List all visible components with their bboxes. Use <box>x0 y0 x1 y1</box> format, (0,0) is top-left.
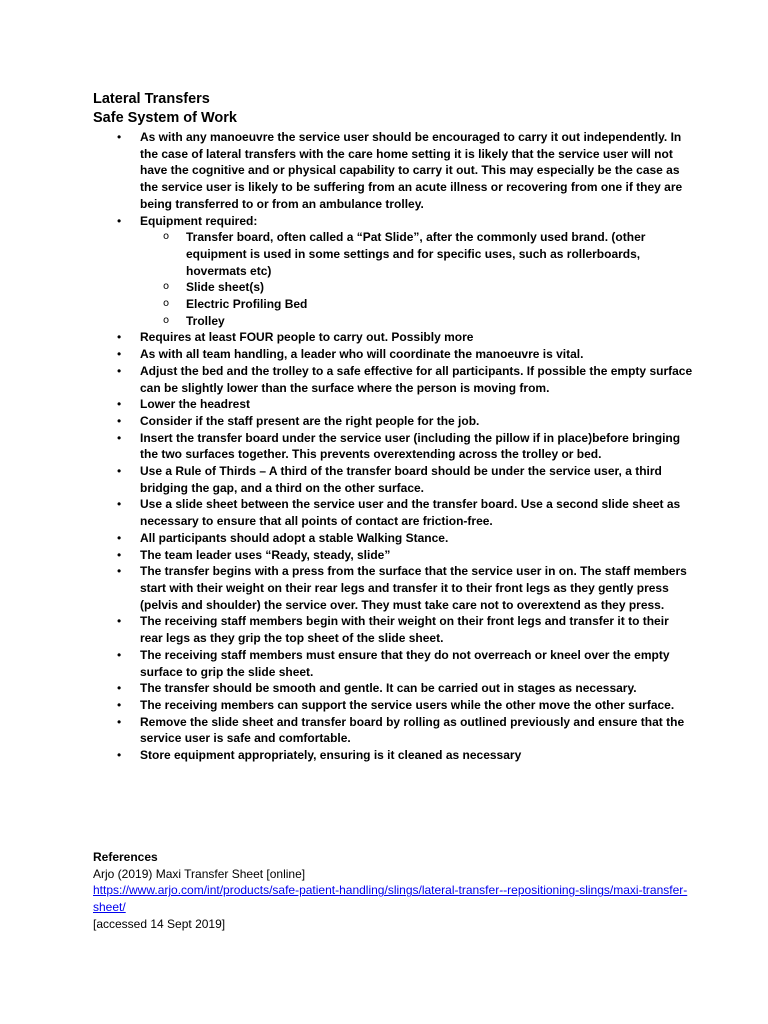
list-item <box>93 329 693 346</box>
list-item <box>93 697 693 714</box>
list-item <box>93 396 693 413</box>
sub-list-item-text: Trolley <box>186 313 225 328</box>
list-item-text: Insert the transfer board under the service user (including the pillow if in place)before bringing the two surfaces together. This prevents overextending across the trolley or bed. <box>140 430 681 462</box>
list-item-text: The receiving staff members begin with their weight on their front legs and transfer it to their rear legs as they grip the top sheet of the slide sheet. <box>140 614 669 646</box>
bullet-icon: • <box>117 681 122 696</box>
list-item-text: The team leader uses “Ready, steady, slide” <box>140 547 391 562</box>
circle-bullet-icon: o <box>163 298 170 310</box>
list-item-text: Adjust the bed and the trolley to a safe effective for all participants. If possible the empty surface can be slightly lower than the surface where the person is moving from. <box>140 363 693 395</box>
reference-accessed-date: [accessed 14 Sept 2019] <box>93 916 226 931</box>
sub-list-item-text: Electric Profiling Bed <box>186 297 308 312</box>
document-title: Lateral Transfers <box>93 91 210 107</box>
list-item <box>93 563 693 613</box>
reference-citation: Arjo (2019) Maxi Transfer Sheet [online] <box>93 866 306 881</box>
circle-bullet-icon: o <box>163 281 170 293</box>
bullet-icon: • <box>117 697 122 712</box>
bullet-icon: • <box>117 363 122 378</box>
list-item <box>93 129 693 213</box>
bullet-icon: • <box>117 647 122 662</box>
list-item <box>93 413 693 430</box>
list-item <box>93 496 693 529</box>
list-item <box>93 530 693 547</box>
list-item <box>93 346 693 363</box>
list-item-text: The receiving members can support the service users while the other move the other surface. <box>140 697 675 712</box>
bullet-icon: • <box>117 347 122 362</box>
bullet-icon: • <box>117 547 122 562</box>
bullet-icon: • <box>117 130 122 144</box>
list-item <box>93 747 693 764</box>
list-item-text: Lower the headrest <box>140 397 251 412</box>
bullet-icon: • <box>117 464 122 479</box>
reference-link[interactable]: https://www.arjo.com/int/products/safe-patient-handling/slings/lateral-transfer--repositioning-slings/maxi-transfer-sheet/ <box>93 883 688 915</box>
list-item <box>93 430 693 463</box>
references-section <box>93 849 693 933</box>
list-item-text: The receiving staff members must ensure that they do not overreach or kneel over the empty surface to grip the slide sheet. <box>140 647 670 679</box>
bullet-icon: • <box>117 530 122 545</box>
list-item <box>93 714 693 747</box>
bullet-icon: • <box>117 397 122 412</box>
list-item-text: Requires at least FOUR people to carry out. Possibly more <box>140 330 474 345</box>
procedure-list <box>93 129 693 764</box>
sub-list-item <box>140 279 693 296</box>
document-subtitle: Safe System of Work <box>93 110 237 126</box>
sub-list-item-text: Slide sheet(s) <box>186 280 265 295</box>
bullet-icon: • <box>117 564 122 579</box>
list-item-text: Consider if the staff present are the right people for the job. <box>140 413 480 428</box>
list-item <box>93 680 693 697</box>
list-item <box>93 647 693 680</box>
bullet-icon: • <box>117 614 122 629</box>
list-item <box>93 547 693 564</box>
list-item <box>93 363 693 396</box>
list-item-text: Use a slide sheet between the service user and the transfer board. Use a second slide sheet as necessary to ensure that all points of contact are friction-free. <box>140 497 681 529</box>
bullet-icon: • <box>117 430 122 445</box>
sub-list-item <box>140 313 693 330</box>
bullet-icon: • <box>117 330 122 345</box>
list-item-text: The transfer should be smooth and gentle. It can be carried out in stages as necessary. <box>140 681 637 696</box>
list-item-text: Equipment required: <box>140 213 258 228</box>
circle-bullet-icon: o <box>163 314 170 326</box>
list-item-text: Remove the slide sheet and transfer board by rolling as outlined previously and ensure that the service user is safe and comfortable. <box>140 714 685 746</box>
references-heading: References <box>93 850 158 864</box>
list-item-text: As with any manoeuvre the service user should be encouraged to carry it out independently. In the case of lateral transfers with the care home setting it is likely that the service user will not have the cognitive and or physical capability to carry it out. This may especially be the case as the service user is likely to be suffering from an acute illness or recovering from one if they are being transferred to or from an ambulance trolley. <box>140 130 683 211</box>
equipment-list <box>140 229 693 329</box>
list-item-text: As with all team handling, a leader who will coordinate the manoeuvre is vital. <box>140 347 584 362</box>
bullet-icon: • <box>117 714 122 729</box>
list-item-text: All participants should adopt a stable Walking Stance. <box>140 530 449 545</box>
bullet-icon: • <box>117 213 122 228</box>
sub-list-item <box>140 296 693 313</box>
list-item-text: Use a Rule of Thirds – A third of the transfer board should be under the service user, a third bridging the gap, and a third on the other surface. <box>140 464 662 495</box>
list-item-text: The transfer begins with a press from the surface that the service user in on. The staff members start with their weight on their rear legs and transfer it to their front legs as they gently press (pelvis and shoulder) the service over. They must take care not to overextend as they press. <box>140 564 687 612</box>
bullet-icon: • <box>117 413 122 428</box>
document-body <box>93 90 693 764</box>
sub-list-item-text: Transfer board, often called a “Pat Slide”, after the commonly used brand. (other equipment is used in some settings and for specific uses, such as rollerboards, hovermats etc) <box>186 230 646 278</box>
bullet-icon: • <box>117 497 122 512</box>
list-item <box>93 613 693 646</box>
bullet-icon: • <box>117 748 122 763</box>
list-item <box>93 213 693 330</box>
circle-bullet-icon: o <box>163 231 170 243</box>
sub-list-item <box>140 229 693 279</box>
list-item <box>93 463 693 496</box>
list-item-text: Store equipment appropriately, ensuring is it cleaned as necessary <box>140 748 522 763</box>
